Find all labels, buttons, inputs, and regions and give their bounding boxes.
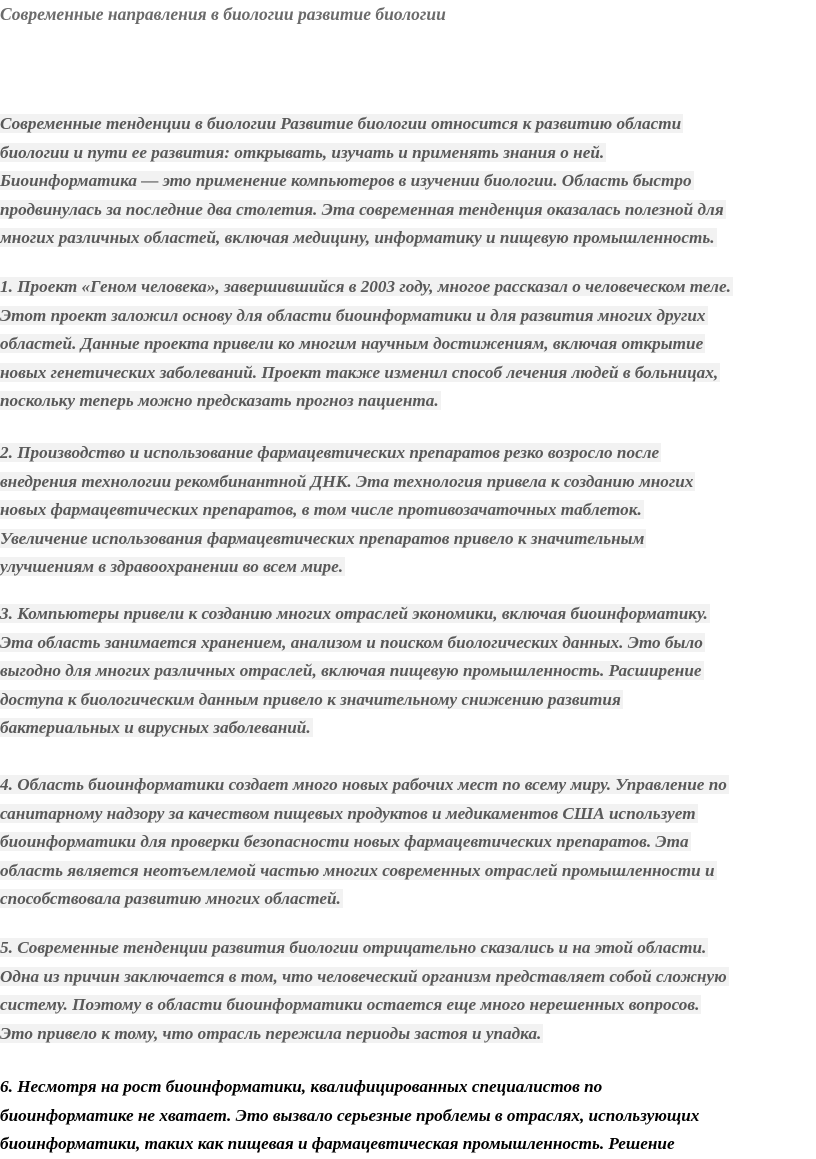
- text-line: биоинформатике не хватает. Это вызвало серьезные проблемы в отраслях, использующих: [0, 1105, 700, 1125]
- paragraph-point-1: [0, 273, 733, 416]
- text-line: биоинформатики для проверки безопасности новых фармацевтических препаратов. Эта: [0, 832, 689, 852]
- paragraph-point-4: [0, 771, 729, 914]
- text-line: 6. Несмотря на рост биоинформатики, квалифицированных специалистов по: [0, 1077, 603, 1096]
- text-line: областей. Данные проекта привели ко многим научным достижениям, включая открытие: [0, 334, 704, 354]
- text-line: улучшениям в здравоохранении во всем мире.: [0, 557, 344, 577]
- text-line: способствовала развитию многих областей.: [0, 889, 341, 909]
- text-line: Биоинформатика — это применение компьютеров в изучении биологии. Область быстро: [0, 171, 692, 191]
- text-line: внедрения технологии рекомбинантной ДНК. Эта технология привела к созданию многих: [0, 471, 694, 491]
- text-line: Это привело к тому, что отрасль пережила периоды застоя и упадка.: [0, 1023, 542, 1043]
- text-line: 4. Область биоинформатики создает много новых рабочих мест по всему миру. Управление по: [0, 775, 727, 794]
- paragraph-point-3: [0, 600, 710, 743]
- text-line: продвинулась за последние два столетия. Эта современная тенденция оказалась полезной для: [0, 199, 724, 219]
- text-line: Увеличение использования фармацевтических препаратов привело к значительным: [0, 528, 645, 548]
- text-line: Одна из причин заключается в том, что человеческий организм представляет собой сложную: [0, 966, 727, 986]
- text-line: поскольку теперь можно предсказать прогноз пациента.: [0, 391, 439, 411]
- text-line: 2. Производство и использование фармацевтических препаратов резко возросло после: [0, 443, 660, 462]
- paragraph-point-2: [0, 439, 695, 582]
- text-line: выгодно для многих различных отраслей, включая пищевую промышленность. Расширение: [0, 661, 702, 681]
- text-line: 3. Компьютеры привели к созданию многих отраслей экономики, включая биоинформатику.: [0, 604, 708, 623]
- text-line: Эта область занимается хранением, анализом и поиском биологических данных. Это было: [0, 632, 703, 652]
- paragraph-point-6: [0, 1073, 701, 1159]
- paragraph-point-5: [0, 934, 729, 1048]
- text-line: 1. Проект «Геном человека», завершившийся в 2003 году, многое рассказал о человеческом теле.: [0, 277, 731, 296]
- text-line: санитарному надзору за качеством пищевых продуктов и медикаментов США использует: [0, 803, 696, 823]
- text-line: Этот проект заложил основу для области биоинформатики и для развития многих других: [0, 305, 706, 325]
- text-line: биологии и пути ее развития: открывать, изучать и применять знания о ней.: [0, 142, 605, 162]
- text-line: новых фармацевтических препаратов, в том числе противозачаточных таблеток.: [0, 500, 642, 520]
- text-line: многих различных областей, включая медицину, информатику и пищевую промышленность.: [0, 228, 715, 248]
- text-line: биоинформатики, таких как пищевая и фармацевтическая промышленность. Решение: [0, 1134, 675, 1154]
- text-line: новых генетических заболеваний. Проект также изменил способ лечения людей в больницах,: [0, 362, 719, 382]
- document-title: Современные направления в биологии развитие биологии: [0, 4, 446, 24]
- text-line: бактериальных и вирусных заболеваний.: [0, 718, 311, 738]
- text-line: Современные тенденции в биологии Развитие биологии относится к развитию области: [0, 114, 682, 133]
- text-line: область является неотъемлемой частью многих современных отраслей промышленности и: [0, 860, 715, 880]
- text-line: доступа к биологическим данным привело к значительному снижению развития: [0, 689, 621, 709]
- paragraph-intro: [0, 110, 726, 253]
- text-line: систему. Поэтому в области биоинформатики остается еще много нерешенных вопросов.: [0, 995, 700, 1015]
- text-line: 5. Современные тенденции развития биологии отрицательно сказались и на этой области.: [0, 938, 707, 957]
